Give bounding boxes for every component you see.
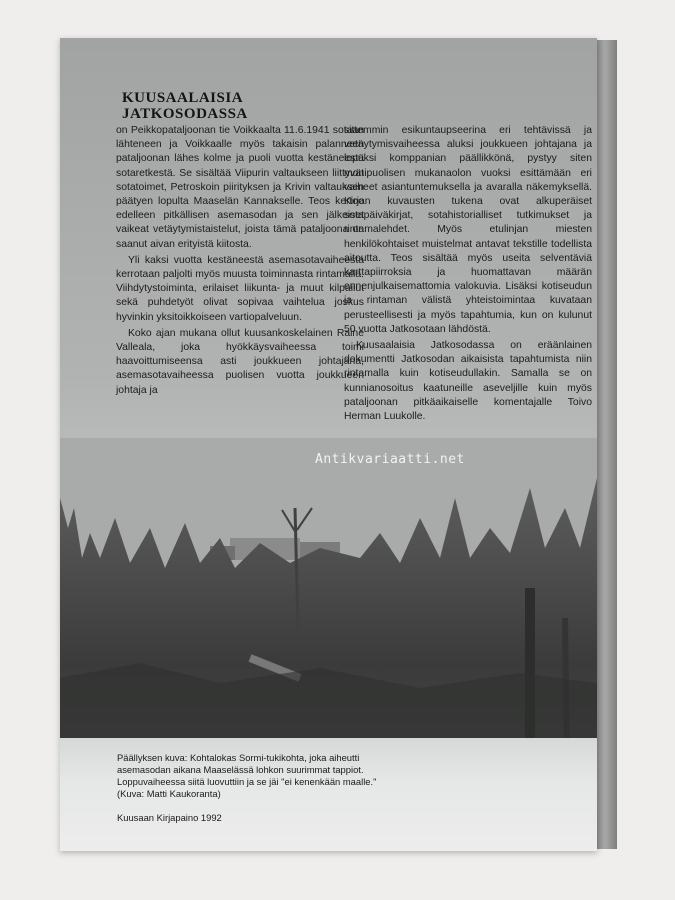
book-title: [122, 90, 248, 122]
paragraph: Kuusaalaisia Jatkosodassa on eräänlainen dokumentti Jatkosodan aikaisista tapahtumista niin rintamalla kuin kotiseudullakin. Samalla se on kunnianosoitus kaatuneille aseveljille kuin myös pataljoonan pitkäaikaiselle komentajalle Toivo Herman Luukolle.: [344, 340, 592, 423]
title-line-1: KUUSAALAISIA: [122, 90, 244, 106]
watermark: Antikvariaatti.net: [315, 452, 465, 467]
book-back-cover: [60, 38, 597, 851]
paragraph: on Peikkopataljoonan tie Voikkaalta 11.6.1941 sotaan lähteneen ja Voikkaalle myös takaisin palanneen pataljoonan lähes kolme ja puoli vuotta kestäneestä sotaretkestä. Se sisältää Viipurin valtaukseen liittyvät sotatoimet, Petroskoin piirityksen ja Krivin valtauksen päätyen lopulta Maaselän Kannakselle. Teos kertoo edelleen pitkällisen asemasodan ja sen jälkeiset vaikeat vetäytymistaistelut, joista tämä pataljoona on saanut aivan erityistä kiitosta.: [116, 125, 364, 250]
caption-line: asemasodan aikana Maaselässä lohkon suurimmat tappiot.: [117, 764, 364, 775]
caption-line: Päällyksen kuva: Kohtalokas Sormi-tukikohta, joka aiheutti: [117, 752, 360, 763]
paragraph: Yli kaksi vuotta kestäneestä asemasotavaiheesta kerrotaan paljolti myös muusta toiminnasta rintamalla. Viihdytystoiminta, erilaiset liikunta- ja muut kilpailut sekä puhdetyöt olivat sopivaa vaihtelua joskus hyvinkin yksitoikkoiseen vartiopalveluun.: [116, 254, 364, 323]
title-line-2: JATKOSODASSA: [122, 106, 248, 122]
caption-line: Loppuvaiheessa siitä luovuttiin ja se jäi "ei kenenkään maalle.": [117, 776, 377, 787]
paragraph: sittemmin esikuntaupseerina eri tehtävissä ja vetäytymisvaiheessa aluksi joukkueen johtajana ja lopuksi komppanian päällikkönä, pystyy siten monipuolisen mukanaolon vuoksi esittämään eri vaiheet asiantuntemuksella ja avaralla näkemyksellä. Kirjan kuvausten tukena ovat alkuperäiset sotapäiväkirjat, sotahistorialliset tutkimukset ja rintamalehdet. Myös etulinjan miesten henkilökohtaiset muistelmat antavat tekstille todellista aitoutta. Teos sisältää myös useita selventäviä karttapiirroksia ja huomattavan määrän ennenjulkaisemattomia valokuvia. Lisäksi kotiseudun ja rintaman välistä yhteistoimintaa kuvataan perusteellisesti ja myös tapahtumia, kun on kulunut 50 vuotta Jatkosotaan lähdöstä.: [344, 125, 592, 335]
book-spine: [597, 40, 617, 849]
right-text-column: [344, 124, 592, 424]
photo-caption: [117, 752, 427, 800]
printer-credit: Kuusaan Kirjapaino 1992: [117, 812, 222, 823]
left-text-column: [116, 124, 364, 398]
paragraph: Koko ajan mukana ollut kuusankoskelainen Raine Valleala, joka hyökkäysvaiheessa toimi haavoittumiseensa asti joukkueen johtajana, asemasotavaiheessa puolisen vuotta joukkueen johtaja ja: [116, 327, 364, 396]
caption-line: (Kuva: Matti Kaukoranta): [117, 788, 221, 799]
